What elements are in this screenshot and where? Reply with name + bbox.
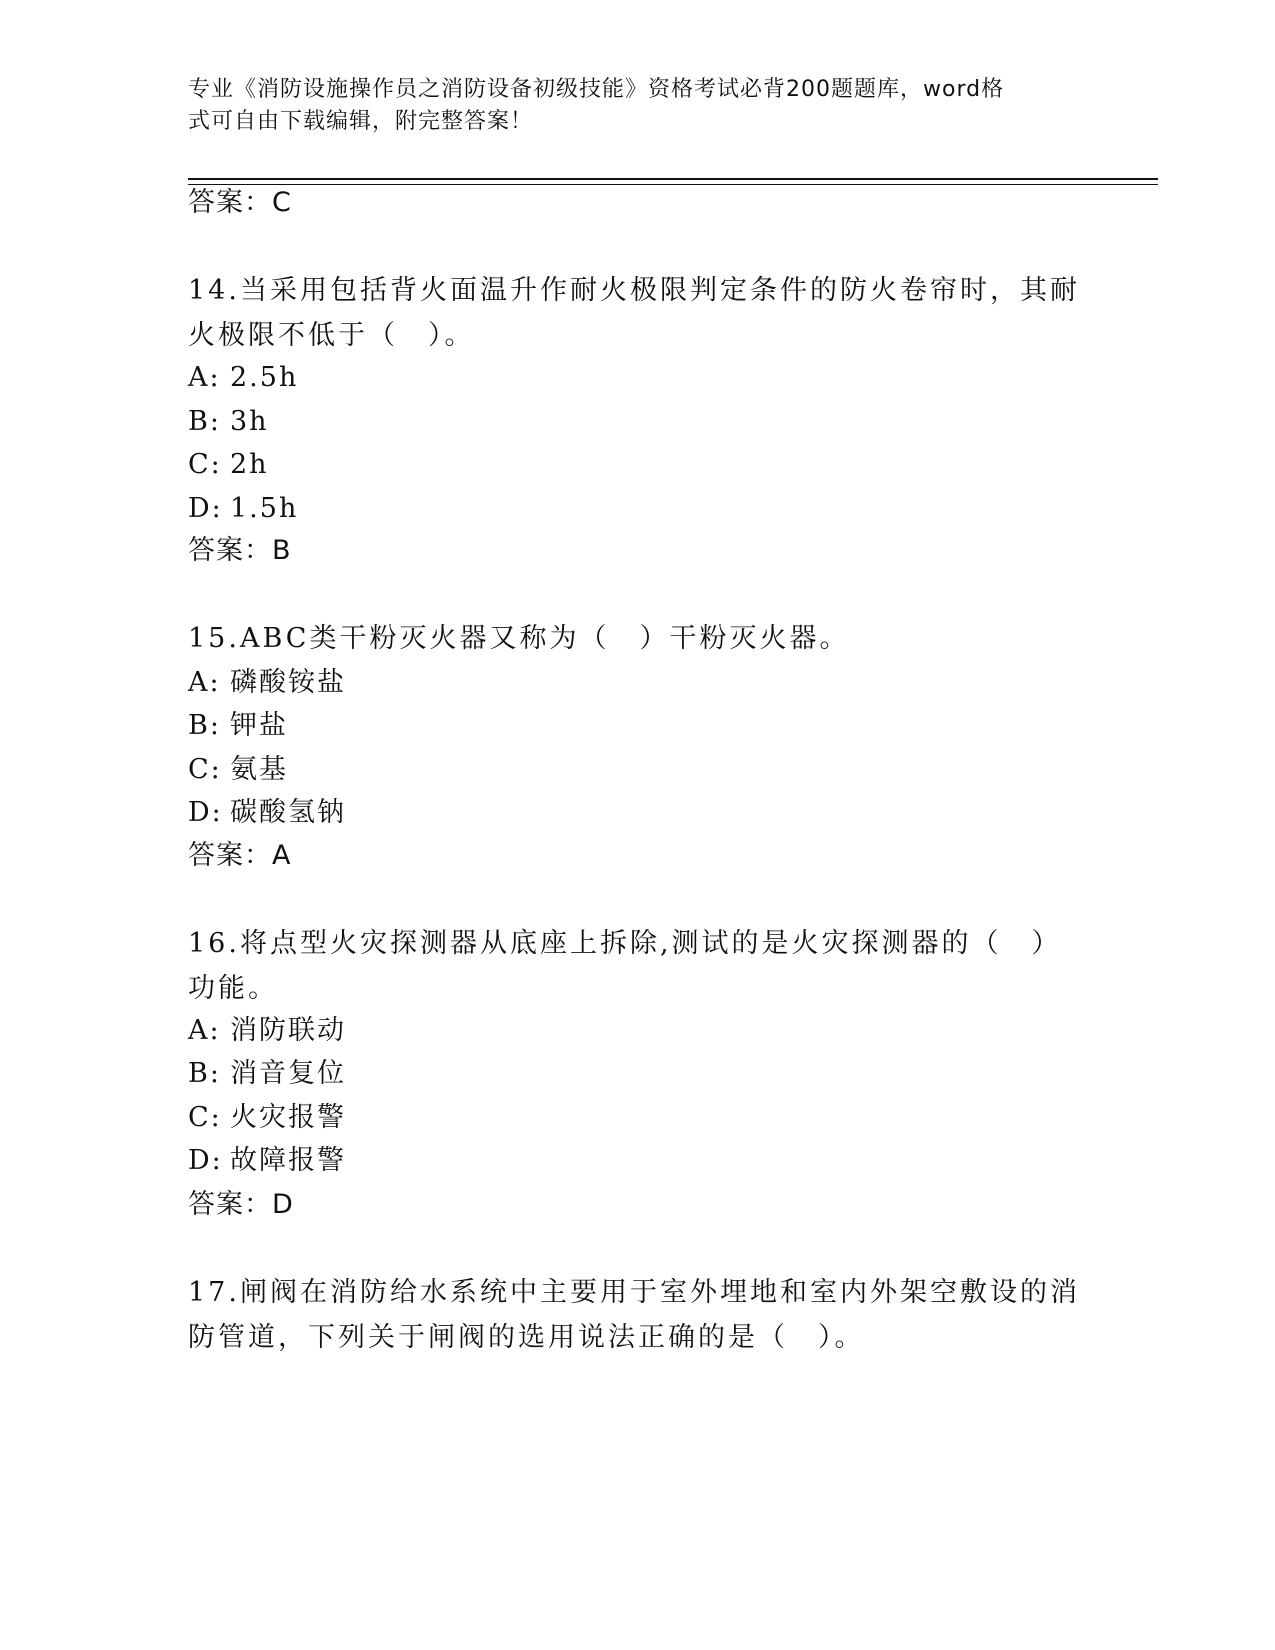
option-text: 1.5h bbox=[230, 493, 299, 524]
answer-value: D bbox=[272, 1189, 294, 1220]
option-text: 碳酸氢钠 bbox=[230, 797, 346, 828]
option-letter: D: bbox=[188, 1145, 223, 1176]
question-14-option-b bbox=[188, 399, 269, 444]
option-text: 磷酸铵盐 bbox=[230, 667, 346, 698]
answer-line-15 bbox=[188, 833, 291, 878]
option-text: 氨基 bbox=[230, 754, 288, 785]
question-14-stem: 14.当采用包括背火面温升作耐火极限判定条件的防火卷帘时，其耐火极限不低于（ ）。 bbox=[188, 275, 1080, 351]
question-15-option-a bbox=[188, 660, 346, 705]
question-15-stem: 15.ABC类干粉灭火器又称为（ ）干粉灭火器。 bbox=[188, 623, 850, 654]
header-line-1: 专业《消防设施操作员之消防设备初级技能》资格考试必背200题题库，word格 bbox=[188, 77, 1005, 102]
question-15-option-c bbox=[188, 747, 288, 792]
answer-label: 答案： bbox=[188, 1189, 272, 1220]
answer-label: 答案： bbox=[188, 535, 272, 566]
question-16-option-b bbox=[188, 1051, 346, 1096]
option-text: 故障报警 bbox=[230, 1145, 346, 1176]
option-letter: C: bbox=[188, 1102, 222, 1133]
question-14-option-a bbox=[188, 355, 298, 400]
answer-line-14 bbox=[188, 528, 292, 573]
question-16-option-a bbox=[188, 1008, 346, 1053]
question-15-option-d bbox=[188, 790, 346, 835]
answer-value: A bbox=[272, 840, 292, 871]
question-17-stem: 17.闸阀在消防给水系统中主要用于室外埋地和室内外架空敷设的消防管道，下列关于闸阀的选用说法正确的是（ ）。 bbox=[188, 1277, 1080, 1353]
header-divider-thick bbox=[188, 178, 1158, 180]
option-letter: B: bbox=[188, 406, 221, 437]
answer-value: C bbox=[272, 187, 292, 218]
question-15-option-b bbox=[188, 703, 288, 748]
option-text: 消防联动 bbox=[230, 1015, 346, 1046]
answer-value: B bbox=[272, 535, 292, 566]
option-letter: A: bbox=[188, 362, 221, 393]
header-divider-thin bbox=[188, 184, 1158, 185]
option-letter: B: bbox=[188, 1058, 221, 1089]
option-text: 火灾报警 bbox=[230, 1102, 346, 1133]
option-letter: C: bbox=[188, 754, 222, 785]
option-text: 2.5h bbox=[230, 362, 299, 393]
header-line-2: 式可自由下载编辑，附完整答案！ bbox=[188, 109, 534, 134]
question-16-stem: 16.将点型火灾探测器从底座上拆除,测试的是火灾探测器的（ ）功能。 bbox=[188, 928, 1062, 1004]
option-text: 消音复位 bbox=[230, 1058, 346, 1089]
option-letter: D: bbox=[188, 493, 223, 524]
question-14-option-c bbox=[188, 442, 269, 487]
option-text: 2h bbox=[230, 449, 269, 480]
document-header bbox=[188, 74, 1088, 138]
answer-label: 答案： bbox=[188, 840, 272, 871]
option-letter: C: bbox=[188, 449, 222, 480]
option-letter: A: bbox=[188, 1015, 221, 1046]
answer-line-16 bbox=[188, 1182, 294, 1227]
question-16-option-c bbox=[188, 1095, 346, 1140]
answer-label: 答案： bbox=[188, 187, 272, 218]
option-letter: D: bbox=[188, 797, 223, 828]
question-14-option-d bbox=[188, 486, 298, 531]
question-16-option-d bbox=[188, 1138, 346, 1183]
answer-line-13 bbox=[188, 180, 292, 225]
option-text: 钾盐 bbox=[230, 710, 288, 741]
option-letter: B: bbox=[188, 710, 221, 741]
option-text: 3h bbox=[230, 406, 269, 437]
option-letter: A: bbox=[188, 667, 221, 698]
